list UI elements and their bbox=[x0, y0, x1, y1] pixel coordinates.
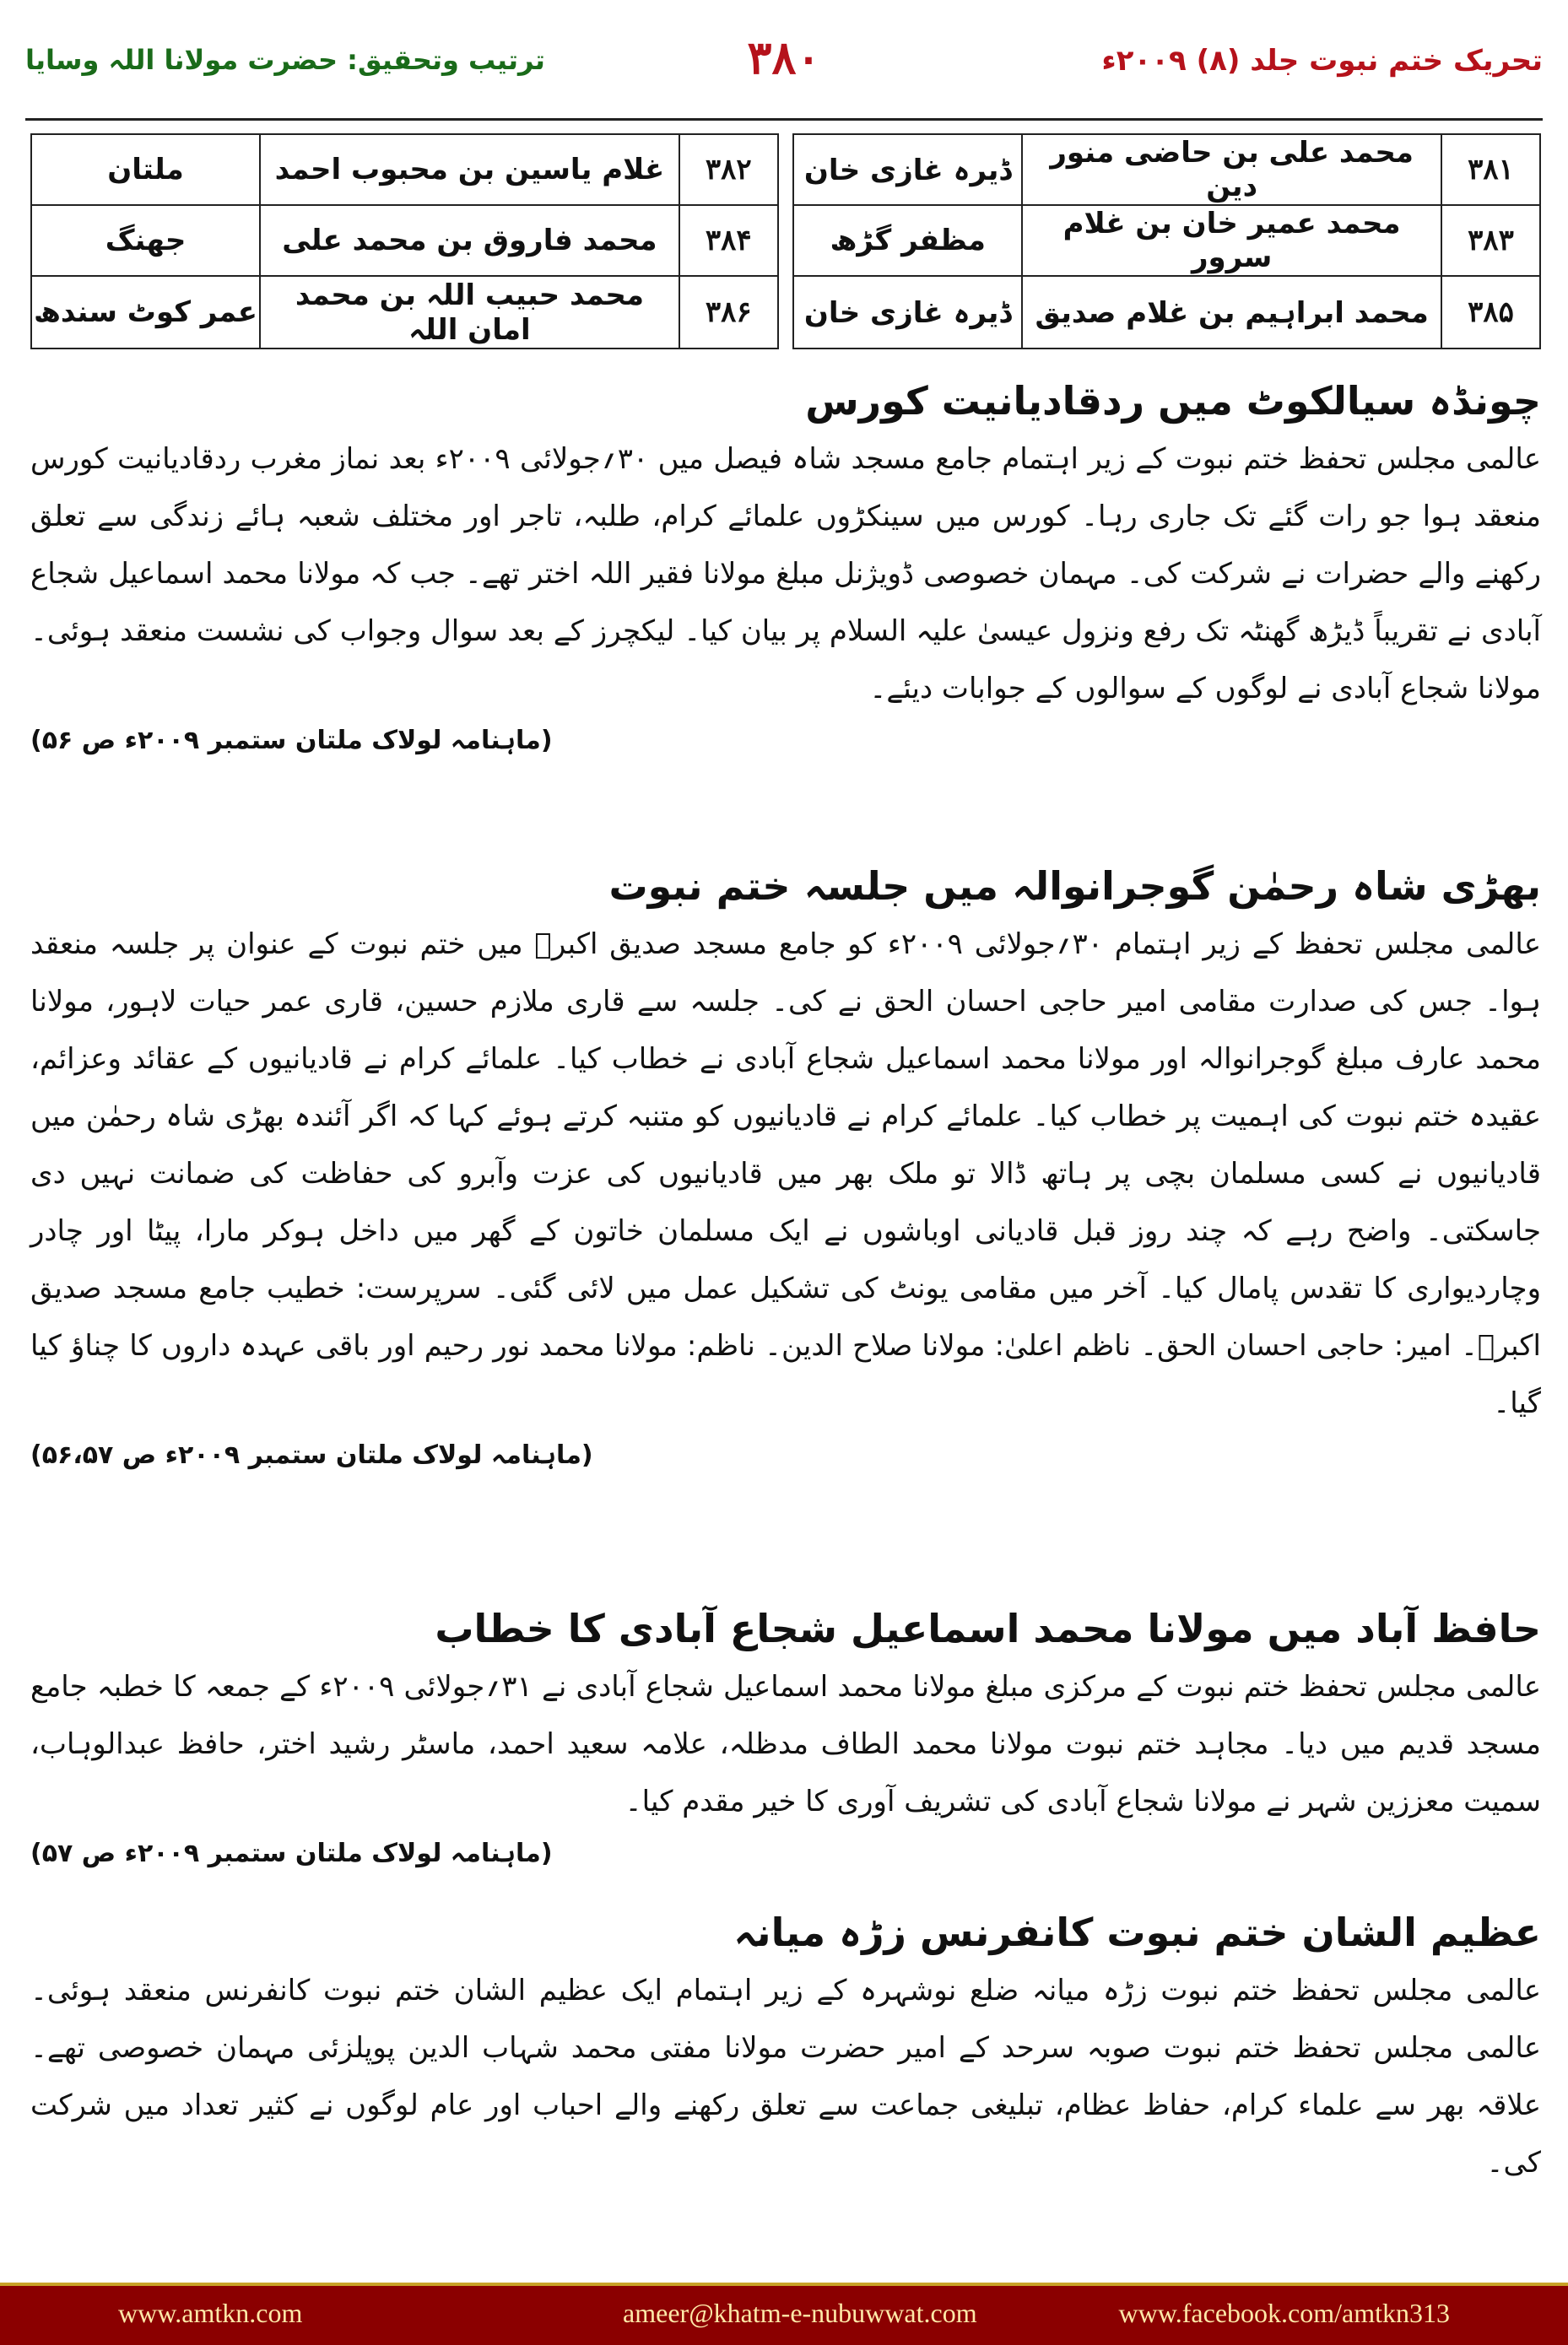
facebook-link[interactable]: www.facebook.com/amtkn313 bbox=[1118, 2298, 1450, 2328]
table-row bbox=[31, 205, 1540, 276]
section-heading: چونڈہ سیالکوٹ میں ردقادیانیت کورس bbox=[805, 378, 1541, 424]
member-name: محمد علی بن حاضی منور دین bbox=[1022, 134, 1441, 205]
header-rule bbox=[25, 118, 1543, 121]
member-name: محمد عمیر خان بن غلام سرور bbox=[1022, 205, 1441, 276]
section-hafizabad bbox=[30, 1599, 1541, 1878]
member-city: عمر کوٹ سندھ bbox=[31, 276, 260, 349]
page-header bbox=[25, 25, 1543, 110]
section-body: عالمی مجلس تحفظ کے زیر اہتمام ۳۰؍جولائی ۲۰۰۹ء کو جامع مسجد صدیق اکبرؓ میں ختم نبوت کے عنوان پر جلسہ منعقد ہوا۔ جس کی صدارت مقامی امیر حاجی احسان الحق نے کی۔ جلسہ سے قاری ملازم حسین، قاری عمر حیات لاہور، مولانا محمد عارف مبلغ گوجرانوالہ اور مولانا محمد اسماعیل شجاع آبادی نے خطاب کیا۔ علمائے کرام نے قادیانیوں کے عقائد وعزائم، عقیدہ ختم نبوت کی اہمیت پر خطاب کیا۔ علمائے کرام نے قادیانیوں کو متنبہ کرتے ہوئے کہا کہ اگر آئندہ بھڑی شاہ رحمٰن میں قادیانیوں نے کسی مسلمان بچی پر ہاتھ ڈالا تو ملک بھر میں قادیانیوں کی عزت وآبرو کی حفاظت کی ضمانت نہیں دی جاسکتی۔ واضح رہے کہ چند روز قبل قادیانی اوباشوں نے ایک مسلمان خاتون کے گھر میں داخل ہوکر مارا، پیٹا اور چادر وچاردیواری کا تقدس پامال کیا۔ آخر میں مقامی یونٹ کی تشکیل عمل میں لائی گئی۔ سرپرست: خطیب جامع مسجد صدیق اکبرؓ۔ امیر: حاجی احسان الحق۔ ناظم اعلیٰ: مولانا صلاح الدین۔ ناظم: مولانا محمد نور رحیم اور باقی عہدہ داروں کا چناؤ کیا گیا۔ bbox=[30, 927, 1541, 1420]
table-row bbox=[31, 134, 1540, 205]
serial-number: ۳۸۴ bbox=[679, 205, 778, 276]
page-number: ۳۸۰ bbox=[747, 30, 821, 84]
serial-number: ۳۸۵ bbox=[1441, 276, 1540, 349]
member-city: ملتان bbox=[31, 134, 260, 205]
serial-number: ۳۸۲ bbox=[679, 134, 778, 205]
column-divider bbox=[778, 205, 793, 276]
column-divider bbox=[778, 134, 793, 205]
serial-number: ۳۸۶ bbox=[679, 276, 778, 349]
column-divider bbox=[778, 276, 793, 349]
section-body: عالمی مجلس تحفظ ختم نبوت کے مرکزی مبلغ مولانا محمد اسماعیل شجاع آبادی نے ۳۱؍جولائی ۲۰۰۹ء کے جمعہ کا خطبہ جامع مسجد قدیم میں دیا۔ مجاہد ختم نبوت مولانا محمد الطاف مدظلہ، علامہ سعید احمد، ماسٹر رشید اختر، حافظ عبدالوہاب، سمیت معززین شہر نے مولانا شجاع آبادی کی تشریف آوری کا خیر مقدم کیا۔ bbox=[30, 1670, 1542, 1818]
compiler-credit: ترتیب وتحقیق: حضرت مولانا اللہ وسایا bbox=[25, 44, 545, 76]
section-heading: بھڑی شاہ رحمٰن گوجرانوالہ میں جلسہ ختم نبوت bbox=[608, 863, 1541, 909]
website-link[interactable]: www.amtkn.com bbox=[118, 2298, 303, 2328]
section-body: عالمی مجلس تحفظ ختم نبوت زڑہ میانہ ضلع نوشہرہ کے زیر اہتمام ایک عظیم الشان ختم نبوت کانفرنس منعقد ہوئی۔ عالمی مجلس تحفظ ختم نبوت صوبہ سرحد کے امیر حضرت مولانا مفتی محمد شہاب الدین پوپلزئی مہمان خصوصی تھے۔ علاقہ بھر سے علماء کرام، حفاظ عظام، تبلیغی جماعت سے تعلق رکھنے والے احباب اور عام لوگوں نے کثیر تعداد میں شرکت کی۔ bbox=[30, 1974, 1541, 2180]
page-footer bbox=[0, 2283, 1568, 2345]
member-city: مظفر گڑھ bbox=[793, 205, 1022, 276]
serial-number: ۳۸۱ bbox=[1441, 134, 1540, 205]
member-name: غلام یاسین بن محبوب احمد bbox=[260, 134, 679, 205]
book-title: تحریک ختم نبوت جلد (۸) ۲۰۰۹ء bbox=[1101, 44, 1543, 78]
member-city: جھنگ bbox=[31, 205, 260, 276]
section-bhari-shah-rehman bbox=[30, 856, 1541, 1479]
table-row bbox=[31, 276, 1540, 349]
section-body: عالمی مجلس تحفظ ختم نبوت کے زیر اہتمام جامع مسجد شاہ فیصل میں ۳۰؍جولائی ۲۰۰۹ء بعد نماز مغرب ردقادیانیت کورس منعقد ہوا جو رات گئے تک جاری رہا۔ کورس میں سینکڑوں علمائے کرام، طلبہ، تاجر اور مختلف شعبہ ہائے زندگی سے تعلق رکھنے والے حضرات نے شرکت کی۔ مہمان خصوصی ڈویژنل مبلغ مولانا فقیر اللہ اختر تھے۔ جب کہ مولانا محمد اسماعیل شجاع آبادی نے تقریباً ڈیڑھ گھنٹہ تک رفع ونزول عیسیٰ علیہ السلام پر بیان کیا۔ لیکچرز کے بعد سوال وجواب کی نشست منعقد ہوئی۔ مولانا شجاع آبادی نے لوگوں کے سوالوں کے جوابات دیئے۔ bbox=[30, 442, 1541, 705]
serial-number: ۳۸۳ bbox=[1441, 205, 1540, 276]
members-table bbox=[30, 133, 1541, 349]
section-heading: حافظ آباد میں مولانا محمد اسماعیل شجاع آبادی کا خطاب bbox=[435, 1606, 1541, 1651]
member-city: ڈیرہ غازی خان bbox=[793, 276, 1022, 349]
section-heading: عظیم الشان ختم نبوت کانفرنس زڑہ میانہ bbox=[733, 1910, 1541, 1955]
source-reference: (ماہنامہ لولاک ملتان ستمبر ۲۰۰۹ء ص ۵۶) bbox=[30, 726, 553, 755]
source-reference: (ماہنامہ لولاک ملتان ستمبر ۲۰۰۹ء ص ۵۶،۵۷) bbox=[30, 1440, 593, 1470]
member-city: ڈیرہ غازی خان bbox=[793, 134, 1022, 205]
member-name: محمد فاروق بن محمد علی bbox=[260, 205, 679, 276]
section-zarra-miana bbox=[30, 1903, 1541, 2191]
email-link[interactable]: ameer@khatm-e-nubuwwat.com bbox=[623, 2298, 977, 2328]
member-name: محمد حبیب اللہ بن محمد امان اللہ bbox=[260, 276, 679, 349]
source-reference: (ماہنامہ لولاک ملتان ستمبر ۲۰۰۹ء ص ۵۷) bbox=[30, 1839, 553, 1868]
member-name: محمد ابراہیم بن غلام صدیق bbox=[1022, 276, 1441, 349]
section-chawinda-course bbox=[30, 371, 1541, 765]
